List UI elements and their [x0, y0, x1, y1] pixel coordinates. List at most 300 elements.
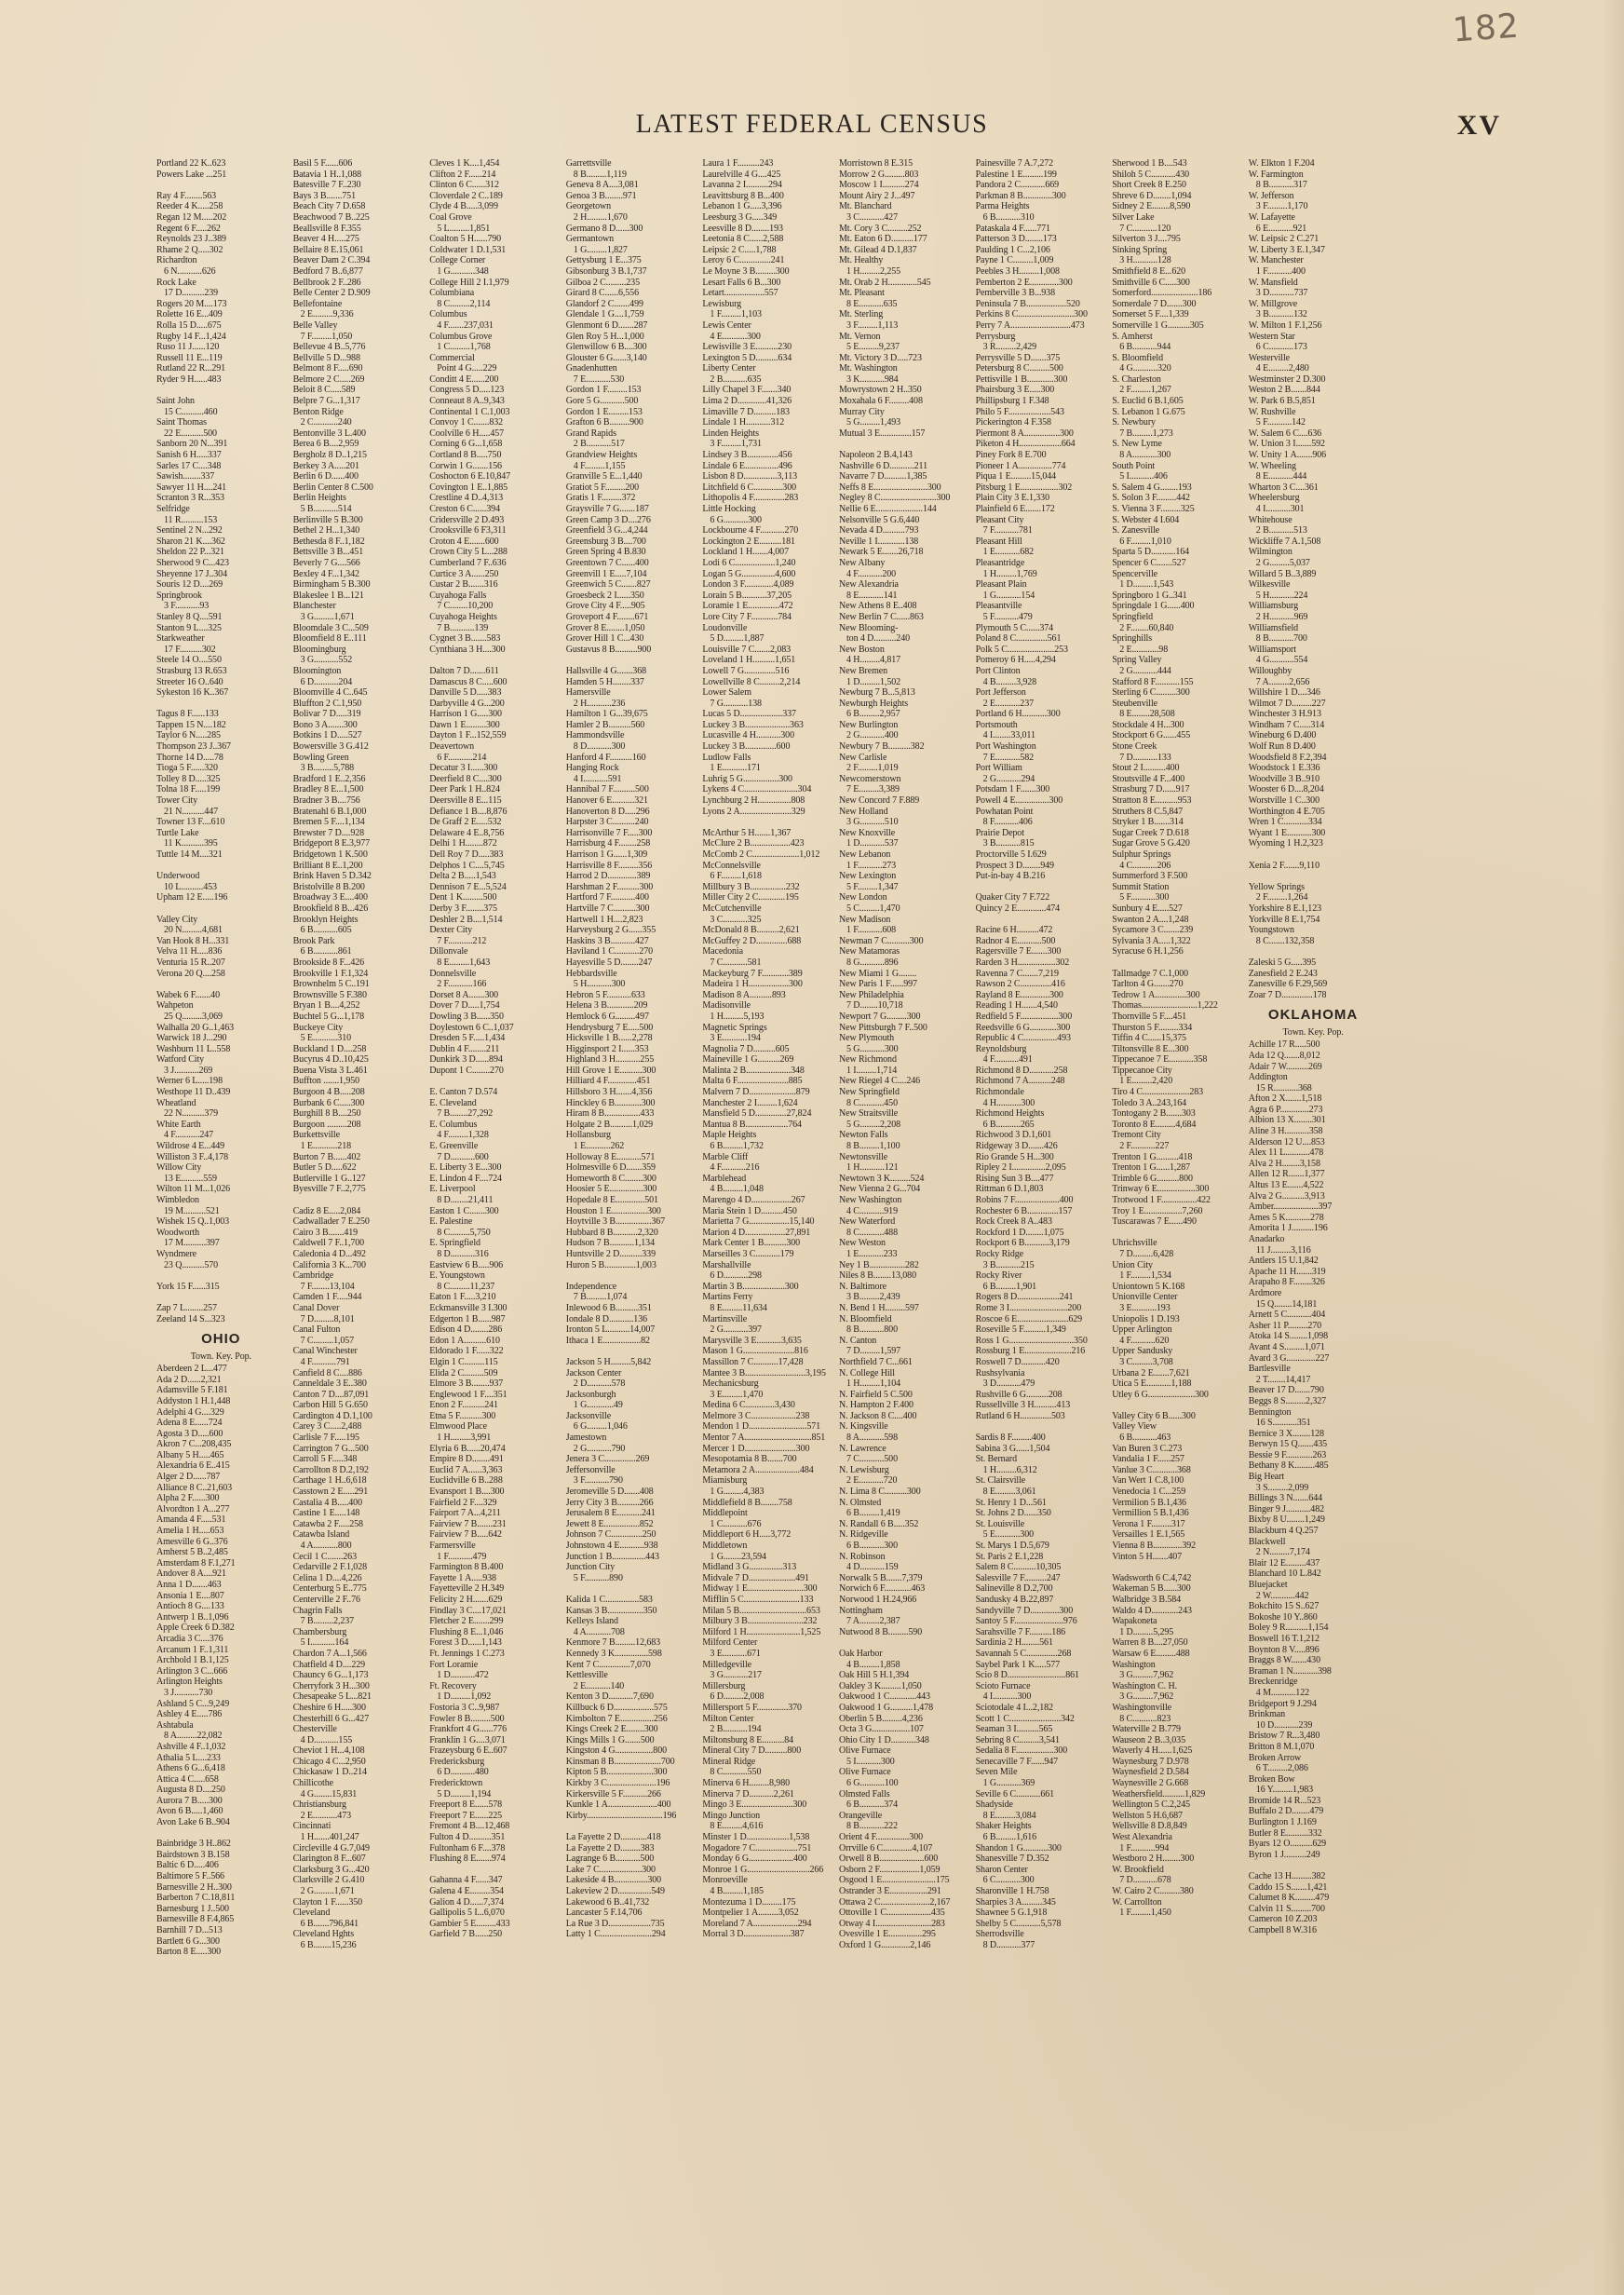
census-entry: Ada 12 Q.......8,012 [1248, 1050, 1320, 1061]
census-entry: Minerva 7 D...........2,261 [702, 1788, 794, 1799]
census-entry: 1 G............49 [573, 1400, 623, 1411]
census-entry: 6 T.........2,086 [1255, 1763, 1308, 1774]
census-entry: 6 B.........1,901 [982, 1281, 1037, 1292]
census-entry: Wahpeton [156, 1000, 194, 1012]
census-entry: Wauseon 2 B..3,035 [1112, 1734, 1185, 1745]
census-entry: Sherrodsville [975, 1929, 1024, 1940]
census-entry: New Miami 1 G........ [839, 968, 917, 979]
census-entry: W. Salem 6 C....636 [1248, 428, 1322, 439]
census-entry: Wilton 11 M...1,026 [156, 1184, 230, 1195]
census-entry: 7 E...........530 [573, 373, 625, 385]
census-entry: Deer Park 1 H..824 [429, 784, 500, 795]
census-entry: Belmont 8 F.....690 [292, 363, 363, 374]
census-entry: Magnolia 7 D..........605 [702, 1043, 790, 1054]
census-entry: Haskins 3 B...........427 [565, 935, 649, 946]
census-entry: Lowell 7 G..............516 [702, 665, 790, 676]
census-entry: Worthington 4 E.705 [1248, 806, 1325, 817]
census-entry: Germantown [565, 234, 615, 245]
census-entry: Hoosier 5 E...............300 [565, 1184, 657, 1195]
census-entry: 19 M..........521 [164, 1205, 220, 1216]
census-entry: Mt. Sterling [839, 309, 884, 320]
census-entry: Sandyville 7 D.............300 [975, 1605, 1074, 1616]
census-entry: Norwalk 5 B.......7,379 [839, 1572, 923, 1583]
census-entry: 4 F.......237,031 [437, 319, 494, 331]
census-entry: Lewisburg [702, 298, 742, 309]
census-entry: 6 B...........265 [982, 1119, 1035, 1130]
census-entry: Uniopolis 1 D.193 [1112, 1313, 1180, 1324]
census-entry: Jeffersonville [565, 1464, 616, 1475]
census-entry [839, 1637, 968, 1649]
census-entry: 4 B.........1,185 [710, 1886, 764, 1896]
census-entry: New Alexandria [839, 579, 899, 591]
census-entry: Fairfield 2 F....329 [429, 1497, 497, 1508]
census-entry: Cadiz 8 E.....2,084 [292, 1205, 361, 1216]
census-entry: New Vienna 2 G...704 [839, 1184, 921, 1195]
census-entry: 6 B...........463 [1119, 1433, 1171, 1444]
census-entry: Sidney 2 E........8,590 [1112, 201, 1191, 212]
census-entry: Beachwood 7 B..225 [292, 211, 370, 223]
census-entry: Gambier 5 E.........433 [429, 1918, 510, 1929]
census-entry: Bethesda 8 F..1,182 [292, 536, 365, 547]
census-entry: Cache 13 H.........382 [1248, 1871, 1326, 1882]
census-entry: Ross 1 G.............................350 [975, 1335, 1088, 1346]
census-entry: 2 F.........1,019 [846, 763, 899, 774]
census-entry: Gnadenhutten [565, 363, 617, 374]
census-entry: Ardmore [1248, 1287, 1282, 1298]
census-entry: Miller City 2 C............195 [702, 892, 799, 903]
census-entry: Columbus [429, 309, 467, 320]
census-entry: Newcomerstown [839, 773, 901, 784]
census-entry: Rhame 2 Q.....302 [156, 244, 223, 255]
census-entry: 2 B...........517 [573, 439, 625, 450]
census-entry: S. Bloomfield [1112, 352, 1164, 363]
census-entry: Luckey 3 B..............600 [702, 741, 791, 753]
census-entry: N. Bend 1 H.........597 [839, 1302, 919, 1313]
census-entry: 7 C...........120 [1119, 223, 1171, 234]
census-entry: Barnhill 7 D...513 [156, 1925, 223, 1935]
census-entry: Rutland 6 H..............503 [975, 1410, 1065, 1421]
census-entry [429, 1076, 559, 1087]
census-entry: 6 D...........480 [437, 1767, 489, 1778]
census-entry: Van Hook 8 H...331 [156, 935, 230, 946]
census-entry: 8 D...........300 [573, 741, 626, 753]
census-entry: Vienna 8 B.............392 [1112, 1541, 1197, 1551]
census-entry: 7 D.........1,597 [846, 1346, 901, 1357]
census-entry: S. Zanesville [1112, 525, 1160, 536]
census-entry: Stockdale 4 H...300 [1112, 719, 1184, 730]
census-entry: 7 F.........1,050 [300, 331, 353, 342]
census-entry: New Lexington [839, 871, 897, 882]
census-entry: Niles 8 B........13,080 [839, 1270, 916, 1282]
census-entry: 15 R...........368 [1255, 1082, 1312, 1093]
census-entry: Potsdam 1 F.......300 [975, 784, 1050, 795]
census-entry: Bromide 14 R...523 [1248, 1795, 1321, 1806]
census-entry: Canton 7 D....87,091 [292, 1389, 370, 1400]
census-entry: 3 K...........984 [846, 373, 899, 385]
census-entry: Garrettsville [565, 158, 612, 169]
census-entry: 4 B.........1,858 [846, 1659, 900, 1670]
census-entry [156, 903, 286, 915]
census-entry: Cuyahoga Heights [429, 611, 497, 622]
census-entry: Sharon 21 K....362 [156, 536, 225, 547]
census-entry: Englewood 1 F....351 [429, 1389, 508, 1400]
census-entry: Canal Fulton [292, 1324, 341, 1336]
census-entry: 8 E.........3,084 [982, 1810, 1036, 1821]
census-entry [1112, 1400, 1241, 1411]
census-entry: Bridgeport 8 E.3,977 [292, 838, 371, 849]
census-entry: 6 B.........1,616 [982, 1832, 1037, 1843]
census-entry: Troy 1 E.................7,260 [1112, 1205, 1203, 1216]
census-entry: Big Heart [1248, 1472, 1285, 1483]
census-entry: Oak Hill 5 H.1,394 [839, 1670, 910, 1681]
census-entry: Phillipsburg 1 F.348 [975, 396, 1049, 407]
census-entry: Malvern 7 D.....................879 [702, 1087, 810, 1098]
census-entry: Lakewood 6 B..41,732 [565, 1896, 650, 1908]
census-entry: 5 I...........406 [1119, 471, 1168, 482]
census-entry: Cecil 1 C.......263 [292, 1551, 357, 1562]
census-entry: 4 F.........1,155 [573, 460, 626, 471]
census-entry: Westboro 2 H........300 [1112, 1854, 1195, 1865]
census-entry: Wellington 5 C.2,245 [1112, 1799, 1191, 1811]
census-entry: 2 G...........294 [982, 773, 1035, 784]
census-entry: Washburn 11 L..558 [156, 1043, 231, 1054]
census-entry: Walhalla 20 G..1,463 [156, 1022, 235, 1033]
census-entry: 7 A.........2,387 [846, 1616, 900, 1627]
census-entry: St. Johns 2 D......350 [975, 1508, 1051, 1519]
census-entry: Mingo Junction [702, 1810, 761, 1821]
census-entry: 3 D...........479 [982, 1378, 1035, 1390]
census-entry: Robins 7 F....................400 [975, 1195, 1074, 1205]
census-entry: Groesbeck 2 I......350 [565, 590, 644, 601]
census-entry: 8 C.......132,358 [1255, 935, 1315, 946]
census-entry: 15 Q........14,181 [1255, 1298, 1318, 1310]
census-entry: 2 E...........140 [573, 1680, 625, 1691]
census-entry: London 3 F.............4,089 [702, 579, 794, 591]
census-entry: Maineville 1 G..........269 [702, 1054, 794, 1066]
census-entry: Billings 3 N.......644 [1248, 1493, 1322, 1504]
census-entry: Crestline 4 D..4,313 [429, 493, 504, 504]
census-entry: 11 K..........395 [164, 838, 218, 849]
census-entry: Caledonia 4 D...492 [292, 1248, 366, 1259]
census-entry: Somerset 5 F....1,339 [1112, 309, 1189, 320]
census-entry: Springfield [1112, 611, 1154, 622]
census-entry: Mackeyburg 7 F............389 [702, 968, 803, 979]
census-entry: Deerfield 8 C....300 [429, 773, 502, 784]
census-entry: Delhi 1 H........872 [429, 838, 497, 849]
census-entry: Carrington 7 G...500 [292, 1443, 369, 1454]
census-entry: Belmore 2 C.....269 [292, 373, 365, 385]
census-entry: Crooksville 6 F3,311 [429, 525, 507, 536]
census-entry: Burbank 6 C.....300 [292, 1097, 365, 1108]
census-entry: Bexley 4 F...1,342 [292, 568, 359, 579]
census-entry: Somerford.....................186 [1112, 288, 1212, 299]
census-entry: Richmond Heights [975, 1108, 1045, 1120]
census-entry: Magnetic Springs [702, 1022, 767, 1033]
census-entry: 3 S.........2,099 [1255, 1482, 1309, 1493]
census-entry: 3 C...........427 [846, 211, 898, 223]
census-entry: Zanesfield 2 E.243 [1248, 968, 1318, 979]
census-entry: Easton 1 C.......300 [429, 1205, 499, 1216]
census-entry: Sugar Grove 5 G.420 [1112, 838, 1190, 849]
census-entry: Wyant 1 E...........300 [1248, 827, 1326, 838]
census-entry: New Waterford [839, 1216, 896, 1228]
census-entry: Grove City 4 F.....905 [565, 601, 645, 612]
census-column [839, 158, 968, 2249]
census-entry: 1 C.........1,768 [437, 342, 491, 353]
census-entry: Mentor 7 A..............................851 [702, 1433, 826, 1444]
census-entry: 8 G...........896 [846, 957, 899, 968]
census-entry: Rocky River [975, 1270, 1022, 1282]
census-entry: Rolette 16 E...409 [156, 309, 223, 320]
census-entry: Sharon Center [975, 1864, 1028, 1875]
census-entry: Tower City [156, 795, 198, 807]
census-entry: Breckenridge [1248, 1677, 1298, 1688]
census-entry: Johnstown 4 E...........938 [565, 1541, 658, 1551]
census-entry: Hartville 7 C..........300 [565, 903, 650, 914]
census-entry: Norwich 6 F............463 [839, 1583, 926, 1595]
census-entry: Wickliffe 7 A.1,508 [1248, 536, 1321, 547]
census-entry: Blackwell [1248, 1536, 1286, 1547]
census-entry: Etna 5 F..........300 [429, 1410, 496, 1421]
census-entry [156, 979, 286, 990]
census-entry: Rocky Ridge [975, 1248, 1023, 1259]
census-entry: Ashtabula [156, 1719, 194, 1731]
census-entry: 6 B...........310 [982, 211, 1035, 223]
census-entry: N. Lima 8 C..........300 [839, 1487, 921, 1498]
census-entry: Blackburn 4 Q.257 [1248, 1526, 1319, 1537]
census-entry: Wapakoneta [1112, 1616, 1157, 1627]
census-entry: Millersport 5 F..............370 [702, 1702, 802, 1713]
census-entry: Pataskala 4 F......771 [975, 223, 1050, 234]
census-entry: Fayetteville 2 H.349 [429, 1583, 505, 1595]
census-entry: 4 M...........122 [1255, 1687, 1309, 1698]
census-entry: Verona 20 Q....258 [156, 968, 225, 979]
census-entry: Hinckley 6 B............300 [565, 1097, 656, 1108]
census-entry: 2 G...........444 [1119, 665, 1171, 676]
census-entry: Blanchester [292, 601, 336, 612]
census-entry: 4 F...........247 [164, 1130, 214, 1141]
census-entry [566, 1583, 696, 1595]
census-entry: N. College Hill [839, 1367, 895, 1378]
census-entry: Carlisle 7 F.....195 [292, 1433, 359, 1444]
census-entry: St. Marys 1 D.5,679 [975, 1541, 1049, 1551]
census-entry: Dover 7 D.....1,754 [429, 1000, 500, 1012]
census-entry: Wellston 5 H.6,687 [1112, 1810, 1183, 1821]
census-entry: 7 D...........678 [1119, 1875, 1171, 1886]
census-entry: Smithville 6 C.....300 [1112, 277, 1190, 288]
census-entry: Velva 11 H.....836 [156, 946, 223, 957]
census-entry: Waverly 4 H......1,625 [1112, 1745, 1193, 1757]
census-entry: McClure 2 B..................423 [702, 838, 805, 849]
census-entry: Covington 1 E..1,885 [429, 482, 508, 493]
census-entry: Tippecanoe City [1112, 1065, 1172, 1076]
census-entry: Regent 6 F.....262 [156, 223, 221, 234]
census-entry: N. Fairfield 5 C.500 [839, 1389, 913, 1400]
census-entry: Boswell 16 T.1,212 [1248, 1633, 1320, 1644]
census-entry: Toledo 3 A..243,164 [1112, 1097, 1187, 1108]
census-entry: Grafton 6 B.........900 [565, 417, 643, 428]
census-entry: Amsterdam 8 F.1,271 [156, 1557, 236, 1568]
census-entry: Fostoria 3 C..9,987 [429, 1702, 500, 1713]
census-entry: 1 D...........537 [846, 838, 899, 849]
census-entry: Olive Furnace [839, 1745, 891, 1757]
census-entry: N. Robinson [839, 1551, 886, 1562]
census-entry: Mt. Orab 2 H.............545 [839, 277, 931, 288]
census-entry: Uhrichsville [1112, 1238, 1157, 1249]
census-entry: 4 F...........791 [300, 1356, 350, 1367]
census-entry: Decatur 3 I......300 [429, 763, 498, 774]
census-entry: Arnett 5 C...........404 [1248, 1310, 1326, 1321]
census-entry: Lowellville 8 C.........2,214 [702, 676, 801, 687]
census-entry: 2 G...........790 [573, 1443, 626, 1454]
census-entry: Van Wert 1 C.8,100 [1112, 1475, 1184, 1487]
census-entry: 2 F.........1,264 [1255, 892, 1308, 903]
census-entry: Trinway 6 E.................300 [1112, 1184, 1210, 1195]
census-entry: Plainfield 6 E.......172 [975, 504, 1055, 514]
census-entry: Georgetown [565, 201, 612, 212]
census-entry: Perrysburg [975, 331, 1016, 342]
census-entry: 4 H.........4,817 [846, 655, 901, 666]
census-entry: Ryder 9 H......483 [156, 373, 222, 385]
census-entry: Beaver 17 D.......790 [1248, 1385, 1324, 1396]
census-entry: Shadyside [975, 1799, 1013, 1811]
census-entry: 1 C...........676 [710, 1518, 762, 1529]
census-entry: Avon 6 B.....1,460 [156, 1806, 223, 1817]
census-entry: Glandorf 2 C.......499 [565, 298, 643, 309]
census-entry: Leesburg 3 G.....349 [702, 211, 778, 223]
census-entry: Brookfield 8 B...426 [292, 903, 369, 914]
census-entry: Chesapeake 5 L...821 [292, 1691, 372, 1703]
census-entry: Ashley 4 E.....786 [156, 1709, 223, 1720]
census-entry: 6 F.........1,010 [1119, 536, 1171, 547]
census-entry: Santoy 5 F......................976 [975, 1616, 1077, 1627]
census-entry: Luhrig 5 G................300 [702, 773, 792, 784]
census-entry: Sarles 17 C....348 [156, 460, 222, 471]
census-entry: Madeira 1 H..................300 [702, 979, 803, 990]
census-entry: Farmersville [429, 1541, 476, 1551]
census-entry: Lynchburg 2 H...............808 [702, 795, 805, 807]
census-entry: 5 F...........479 [982, 611, 1033, 622]
census-entry: Lithopolis 4 F..............283 [702, 493, 799, 504]
census-entry: Alex 11 L...........478 [1248, 1148, 1324, 1159]
census-entry: Greenfield 3 G...4,244 [565, 525, 648, 536]
census-entry: Oakwood 1 G..........1,478 [839, 1702, 934, 1713]
census-entry: Albion 13 X........301 [1248, 1115, 1326, 1126]
census-entry: Hanford 4 F..........160 [565, 752, 646, 763]
census-entry: St. Henry 1 D...561 [975, 1497, 1047, 1508]
census-entry: New Philadelphia [839, 989, 904, 1000]
census-entry: 7 E...........582 [982, 752, 1035, 763]
census-entry: Cambridge [292, 1270, 334, 1282]
census-entry: 13 E..........559 [164, 1173, 217, 1184]
census-entry: 1 H.........2,255 [846, 265, 901, 277]
census-entry: W. Elkton 1 F.204 [1248, 158, 1315, 169]
census-column [702, 158, 832, 2249]
census-entry: Unionville Center [1112, 1292, 1178, 1303]
census-entry: Burgoon .........208 [292, 1119, 361, 1130]
census-entry: Chesterhill 6 G...427 [292, 1713, 370, 1724]
census-entry: Zoar 7 D..............178 [1248, 989, 1327, 1000]
census-entry: Lewisville 3 E..........230 [702, 342, 792, 353]
census-entry: 1 E...........171 [710, 763, 761, 774]
census-entry: Martins Ferry [702, 1292, 753, 1303]
census-entry: Valley View [1112, 1421, 1157, 1433]
state-heading: OHIO [201, 1331, 241, 1348]
census-entry: Reeder 4 K.....258 [156, 201, 223, 212]
census-entry: Greenvill 1 E.....7,104 [565, 568, 647, 579]
census-entry: Parkman 8 B.............300 [975, 190, 1066, 201]
census-entry: 6 B.........2,957 [846, 709, 900, 720]
census-entry: New Weston [839, 1238, 886, 1249]
census-entry: 1 I.........1,714 [846, 1065, 898, 1076]
census-entry: Apache 11 H.......319 [1248, 1266, 1326, 1277]
census-entry: 8 D........21,411 [437, 1195, 494, 1205]
census-entry: Euclid 7 A......3,363 [429, 1464, 503, 1475]
census-entry: 8 C.........11,237 [437, 1281, 495, 1292]
census-entry: Newtonsville [839, 1151, 888, 1162]
census-entry: Wellsville 8 D.8,849 [1112, 1821, 1187, 1832]
census-entry: New Plymouth [839, 1033, 895, 1044]
census-entry: Antioch 8 G....133 [156, 1601, 224, 1612]
census-entry: Gettysburg 1 E...375 [565, 255, 642, 266]
census-entry: 2 C...........240 [300, 417, 352, 428]
census-entry: Chickasaw 1 D..214 [292, 1767, 367, 1778]
census-entry: Pleasantridge [975, 557, 1025, 568]
census-entry [566, 1821, 696, 1832]
census-entry: Rushville 6 G..........208 [975, 1389, 1062, 1400]
census-entry: Circleville 4 G.7,049 [292, 1842, 370, 1854]
census-entry: St. Paris 2 E.1,228 [975, 1551, 1044, 1562]
census-entry: 1 G........23,594 [710, 1551, 766, 1562]
census-entry: Union City [1112, 1259, 1153, 1270]
census-entry: 2 G...........400 [846, 730, 899, 741]
census-entry: La Rue 3 D...................735 [565, 1918, 665, 1929]
census-entry: Winchester 3 H.913 [1248, 709, 1321, 720]
census-entry: 5 H...........224 [1255, 590, 1308, 601]
census-entry: Beloit 8 C.....589 [292, 385, 356, 396]
census-entry: Newton Falls [839, 1130, 888, 1141]
census-entry: Lockington 2 E..........181 [702, 536, 795, 547]
census-entry: Hopedale 8 E.............501 [565, 1195, 658, 1205]
census-entry: Chillicothe [292, 1778, 333, 1789]
census-entry: 3 G...........552 [300, 655, 353, 666]
census-entry: Waldo 4 D............243 [1112, 1605, 1192, 1616]
census-entry: Piketon 4 H...................664 [975, 439, 1076, 450]
census-entry: Bessie 9 F............263 [1248, 1449, 1327, 1460]
census-entry: Rio Grande 5 H...300 [975, 1151, 1054, 1162]
census-entry: Chicago 4 C...2,950 [292, 1756, 366, 1767]
census-entry: Coshocton 6 E.10,847 [429, 471, 511, 482]
census-entry: Donnelsville [429, 968, 477, 979]
census-entry: Harpster 3 C..........240 [565, 817, 649, 828]
census-entry: Hill Grove 1 E..........300 [565, 1065, 656, 1076]
census-entry [1112, 957, 1241, 969]
census-entry: Bloomington [292, 665, 342, 676]
census-entry: Westminster 2 D.300 [1248, 373, 1326, 385]
census-entry: Darbyville 4 G...200 [429, 698, 505, 709]
census-entry: Sardis 8 F.........400 [975, 1433, 1046, 1444]
census-entry: 7 F...........781 [982, 525, 1033, 536]
census-entry: Burkettsville [292, 1130, 340, 1141]
page-title: LATEST FEDERAL CENSUS [635, 110, 989, 139]
census-entry: Rock Lake [156, 277, 196, 288]
census-entry: 4 G........15,831 [300, 1788, 358, 1799]
census-entry: Hammondsville [565, 730, 625, 741]
census-entry: 8 E...........141 [846, 590, 898, 601]
census-entry: Burton 7 B......402 [292, 1151, 361, 1162]
census-entry: Felicity 2 H.......629 [429, 1594, 503, 1605]
census-entry: Orient 4 F...............300 [839, 1832, 924, 1843]
